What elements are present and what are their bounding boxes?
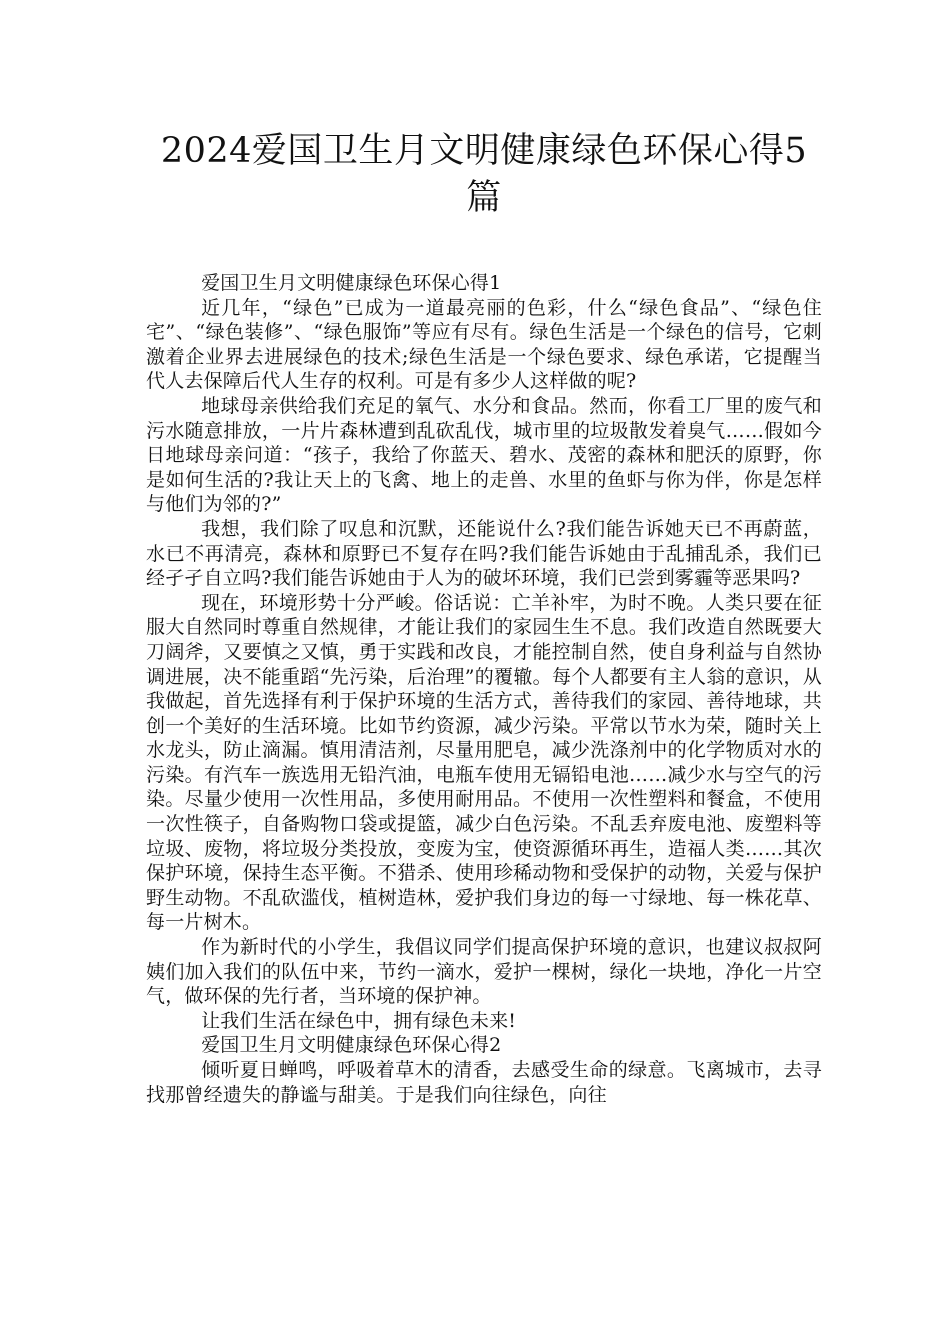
paragraph: 让我们生活在绿色中，拥有绿色未来!	[201, 1009, 517, 1032]
paragraph: 地球母亲供给我们充足的氧气、水分和食品。然而，你看工厂里的废气和污水随意排放，一片片森林遭到乱砍乱伐，城市里的垃圾散发着臭气……假如今日地球母亲问道：“孩子，我给了你蓝天、碧水、茂密的森林和肥沃的原野，你是如何生活的?我让天上的飞禽、地上的走兽、水里的鱼虾与你为伴，你是怎样与他们为邻的?”	[146, 394, 822, 516]
paragraph: 作为新时代的小学生，我倡议同学们提高保护环境的意识，也建议叔叔阿姨们加入我们的队伍中来，节约一滴水，爱护一棵树，绿化一块地，净化一片空气，做环保的先行者，当环境的保护神。	[146, 936, 822, 1008]
section-heading-2: 爱国卫生月文明健康绿色环保心得2	[201, 1034, 502, 1057]
document-title: 2024爱国卫生月文明健康绿色环保心得5篇	[160, 131, 808, 218]
paragraph: 现在，环境形势十分严峻。俗话说：亡羊补牢，为时不晚。人类只要在征服大自然同时尊重自然规律，才能让我们的家园生生不息。我们改造自然既要大刀阔斧，又要慎之又慎，勇于实践和改良，才能控制自然，使自身利益与自然协调进展，决不能重蹈“先污染，后治理”的覆辙。每个人都要有主人翁的意识，从我做起，首先选择有利于保护环境的生活方式，善待我们的家园、善待地球，共创一个美好的生活环境。比如节约资源，减少污染。平常以节水为荣，随时关上水龙头，防止滴漏。慎用清洁剂，尽量用肥皂，减少洗涤剂中的化学物质对水的污染。有汽车一族选用无铅汽油，电瓶车使用无镉铅电池……减少水与空气的污染。尽量少使用一次性用品，多使用耐用品。不使用一次性塑料和餐盒，不使用一次性筷子，自备购物口袋或提篮，减少白色污染。不乱丢弃废电池、废塑料等垃圾、废物，将垃圾分类投放，变废为宝，使资源循环再生，造福人类……其次保护环境，保持生态平衡。不猎杀、使用珍稀动物和受保护的动物，关爱与保护野生动物。不乱砍滥伐，植树造林，爱护我们身边的每一寸绿地、每一株花草、每一片树木。	[146, 591, 822, 934]
document-body	[146, 271, 822, 1107]
paragraph: 近几年，“绿色”已成为一道最亮丽的色彩，什么“绿色食品”、“绿色住宅”、“绿色装修”、“绿色服饰”等应有尽有。绿色生活是一个绿色的信号，它刺激着企业界去进展绿色的技术;绿色生活是一个绿色要求、绿色承诺，它提醒当代人去保障后代人生存的权利。可是有多少人这样做的呢?	[146, 296, 822, 393]
section-heading-1: 爱国卫生月文明健康绿色环保心得1	[201, 272, 502, 294]
paragraph: 我想，我们除了叹息和沉默，还能说什么?我们能告诉她天已不再蔚蓝，水已不再清亮，森林和原野已不复存在吗?我们能告诉她由于乱捕乱杀，我们已经孑孑自立吗?我们能告诉她由于人为的破坏环境，我们已尝到雾霾等恶果吗?	[146, 517, 822, 590]
paragraph: 倾听夏日蝉鸣，呼吸着草木的清香，去感受生命的绿意。飞离城市，去寻找那曾经遗失的静谧与甜美。于是我们向往绿色，向往	[146, 1059, 822, 1106]
